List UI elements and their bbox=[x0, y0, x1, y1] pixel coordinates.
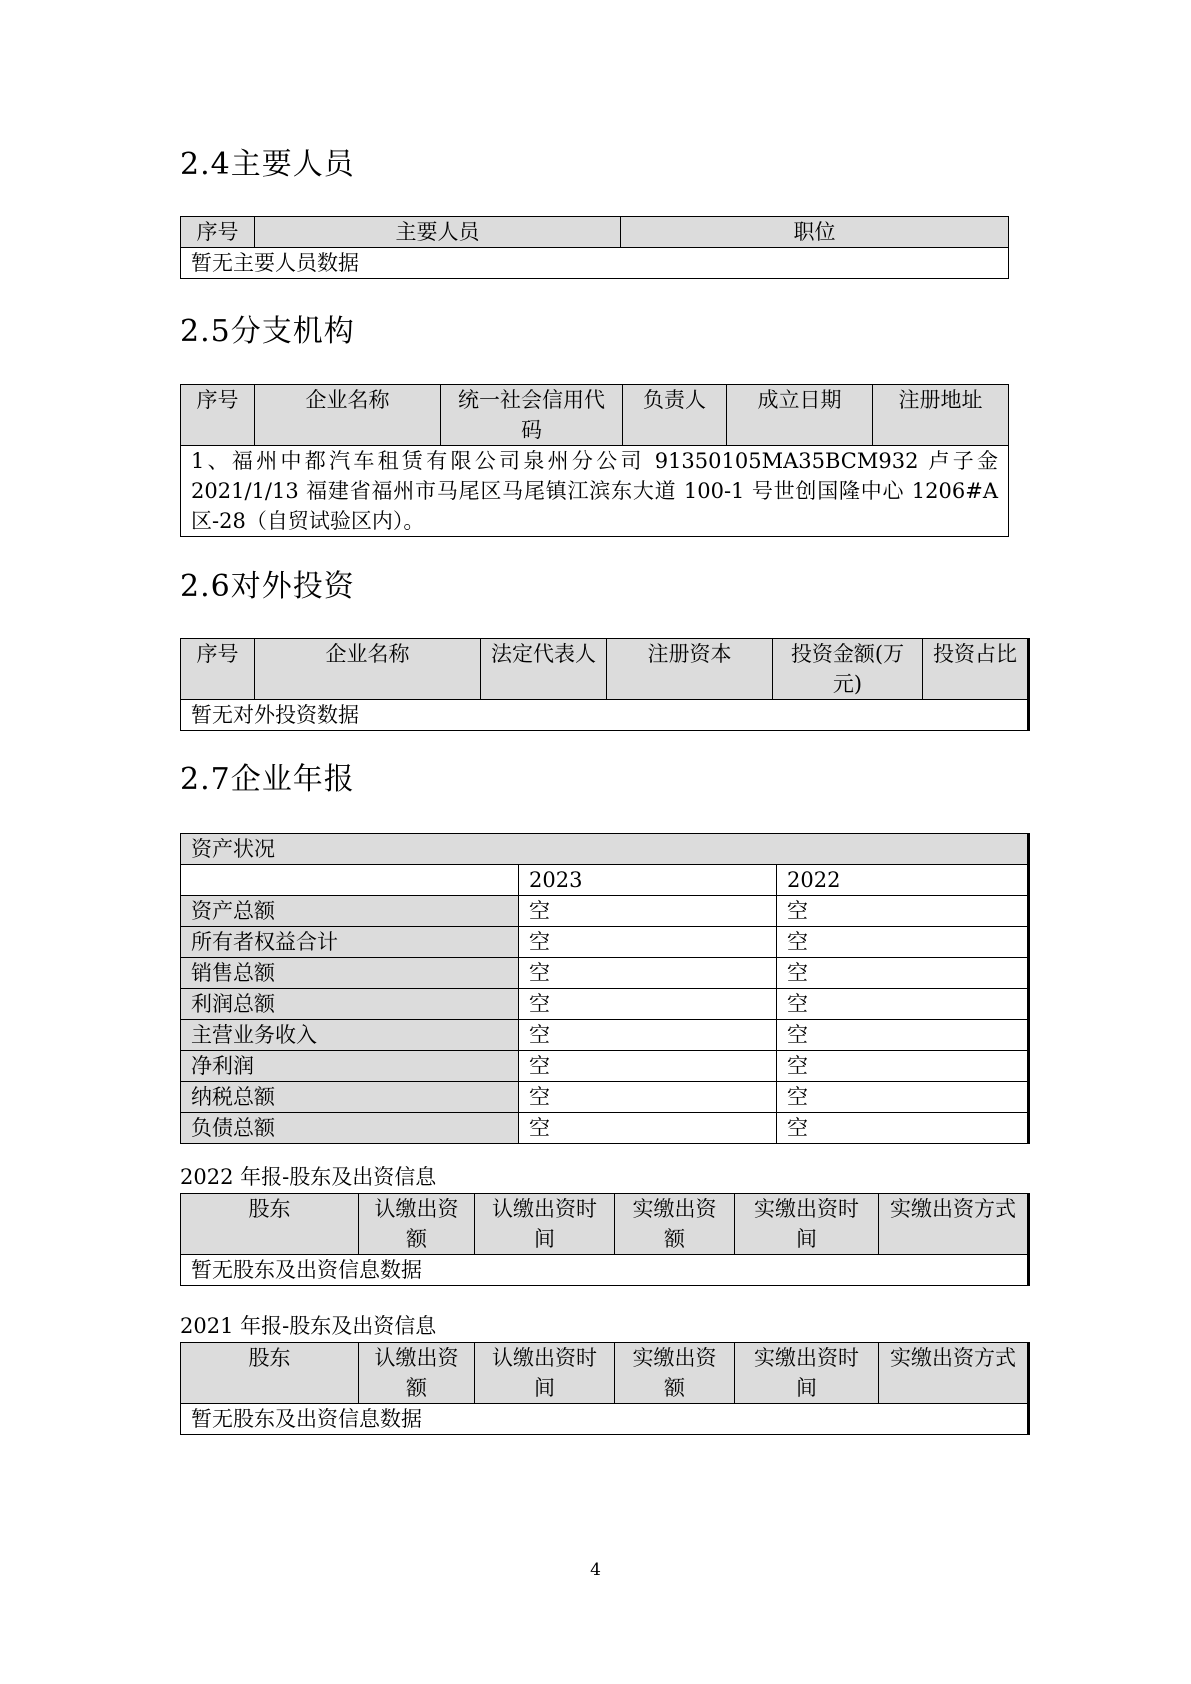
header-cell: 职位 bbox=[621, 217, 1009, 248]
empty-row bbox=[181, 1255, 1029, 1286]
key-personnel-table bbox=[180, 216, 1009, 279]
table-row bbox=[181, 927, 1029, 958]
header-cell: 注册地址 bbox=[873, 385, 1009, 446]
year-cell: 2022 bbox=[777, 865, 1029, 896]
table-header-row bbox=[181, 639, 1029, 700]
branch-table bbox=[180, 384, 1009, 537]
row-label: 利润总额 bbox=[181, 989, 519, 1020]
table-header-row bbox=[181, 834, 1029, 865]
header-cell: 实缴出资时间 bbox=[735, 1194, 879, 1255]
header-cell: 实缴出资额 bbox=[615, 1194, 735, 1255]
value-cell: 空 bbox=[519, 1113, 777, 1144]
section-title-2-7: 2.7企业年报 bbox=[180, 762, 355, 797]
row-label: 净利润 bbox=[181, 1051, 519, 1082]
value-cell: 空 bbox=[777, 927, 1029, 958]
row-label: 负债总额 bbox=[181, 1113, 519, 1144]
header-cell: 投资占比 bbox=[923, 639, 1029, 700]
value-cell: 空 bbox=[519, 958, 777, 989]
header-cell: 序号 bbox=[181, 217, 255, 248]
table-header-row bbox=[181, 217, 1009, 248]
header-cell: 序号 bbox=[181, 385, 255, 446]
value-cell: 空 bbox=[777, 1020, 1029, 1051]
header-cell: 成立日期 bbox=[727, 385, 873, 446]
header-cell: 负责人 bbox=[623, 385, 727, 446]
value-cell: 空 bbox=[777, 1113, 1029, 1144]
empty-message: 暂无对外投资数据 bbox=[181, 700, 1029, 731]
year-cell: 2023 bbox=[519, 865, 777, 896]
shareholder-2021-table bbox=[180, 1342, 1030, 1435]
header-cell: 实缴出资方式 bbox=[879, 1194, 1029, 1255]
year-header-row bbox=[181, 865, 1029, 896]
table-row bbox=[181, 446, 1009, 537]
header-cell: 企业名称 bbox=[255, 385, 441, 446]
row-label: 纳税总额 bbox=[181, 1082, 519, 1113]
header-cell: 股东 bbox=[181, 1194, 359, 1255]
row-label: 所有者权益合计 bbox=[181, 927, 519, 958]
shareholder-2022-caption: 2022 年报-股东及出资信息 bbox=[180, 1165, 437, 1189]
table-row bbox=[181, 958, 1029, 989]
table-row bbox=[181, 1082, 1029, 1113]
header-cell: 实缴出资方式 bbox=[879, 1343, 1029, 1404]
asset-status-header: 资产状况 bbox=[181, 834, 1029, 865]
table-header-row bbox=[181, 1343, 1029, 1404]
value-cell: 空 bbox=[519, 896, 777, 927]
blank-cell bbox=[181, 865, 519, 896]
header-cell: 实缴出资额 bbox=[615, 1343, 735, 1404]
table-row bbox=[181, 1020, 1029, 1051]
header-cell: 法定代表人 bbox=[481, 639, 607, 700]
value-cell: 空 bbox=[777, 989, 1029, 1020]
section-title-2-5: 2.5分支机构 bbox=[180, 314, 355, 349]
header-cell: 认缴出资额 bbox=[359, 1194, 475, 1255]
row-label: 销售总额 bbox=[181, 958, 519, 989]
table-header-row bbox=[181, 385, 1009, 446]
header-cell: 股东 bbox=[181, 1343, 359, 1404]
table-header-row bbox=[181, 1194, 1029, 1255]
value-cell: 空 bbox=[777, 1082, 1029, 1113]
header-cell: 注册资本 bbox=[607, 639, 773, 700]
header-cell: 统一社会信用代码 bbox=[441, 385, 623, 446]
header-cell: 序号 bbox=[181, 639, 255, 700]
section-title-2-6: 2.6对外投资 bbox=[180, 569, 355, 604]
row-label: 资产总额 bbox=[181, 896, 519, 927]
table-row bbox=[181, 1113, 1029, 1144]
table-row bbox=[181, 989, 1029, 1020]
row-label: 主营业务收入 bbox=[181, 1020, 519, 1051]
value-cell: 空 bbox=[519, 1082, 777, 1113]
value-cell: 空 bbox=[777, 958, 1029, 989]
table-row bbox=[181, 1051, 1029, 1082]
value-cell: 空 bbox=[519, 1051, 777, 1082]
header-cell: 投资金额(万元) bbox=[773, 639, 923, 700]
empty-message: 暂无股东及出资信息数据 bbox=[181, 1404, 1029, 1435]
header-cell: 主要人员 bbox=[255, 217, 621, 248]
branch-row-text: 1、福州中都汽车租赁有限公司泉州分公司 91350105MA35BCM932 卢子金 2021/1/13 福建省福州市马尾区马尾镇江滨东大道 100-1 号世创国隆中心 1206#A 区-28（自贸试验区内）。 bbox=[181, 446, 1009, 537]
shareholder-2021-caption: 2021 年报-股东及出资信息 bbox=[180, 1314, 437, 1338]
investment-table bbox=[180, 638, 1030, 731]
empty-row bbox=[181, 700, 1029, 731]
page-number: 4 bbox=[590, 1560, 601, 1580]
table-row bbox=[181, 896, 1029, 927]
empty-message: 暂无股东及出资信息数据 bbox=[181, 1255, 1029, 1286]
value-cell: 空 bbox=[777, 896, 1029, 927]
value-cell: 空 bbox=[519, 1020, 777, 1051]
value-cell: 空 bbox=[519, 927, 777, 958]
header-cell: 认缴出资时间 bbox=[475, 1194, 615, 1255]
header-cell: 实缴出资时间 bbox=[735, 1343, 879, 1404]
shareholder-2022-table bbox=[180, 1193, 1030, 1286]
annual-report-assets-table bbox=[180, 833, 1030, 1144]
header-cell: 认缴出资时间 bbox=[475, 1343, 615, 1404]
empty-row bbox=[181, 248, 1009, 279]
value-cell: 空 bbox=[777, 1051, 1029, 1082]
empty-row bbox=[181, 1404, 1029, 1435]
value-cell: 空 bbox=[519, 989, 777, 1020]
section-title-2-4: 2.4主要人员 bbox=[180, 147, 355, 182]
header-cell: 认缴出资额 bbox=[359, 1343, 475, 1404]
header-cell: 企业名称 bbox=[255, 639, 481, 700]
empty-message: 暂无主要人员数据 bbox=[181, 248, 1009, 279]
